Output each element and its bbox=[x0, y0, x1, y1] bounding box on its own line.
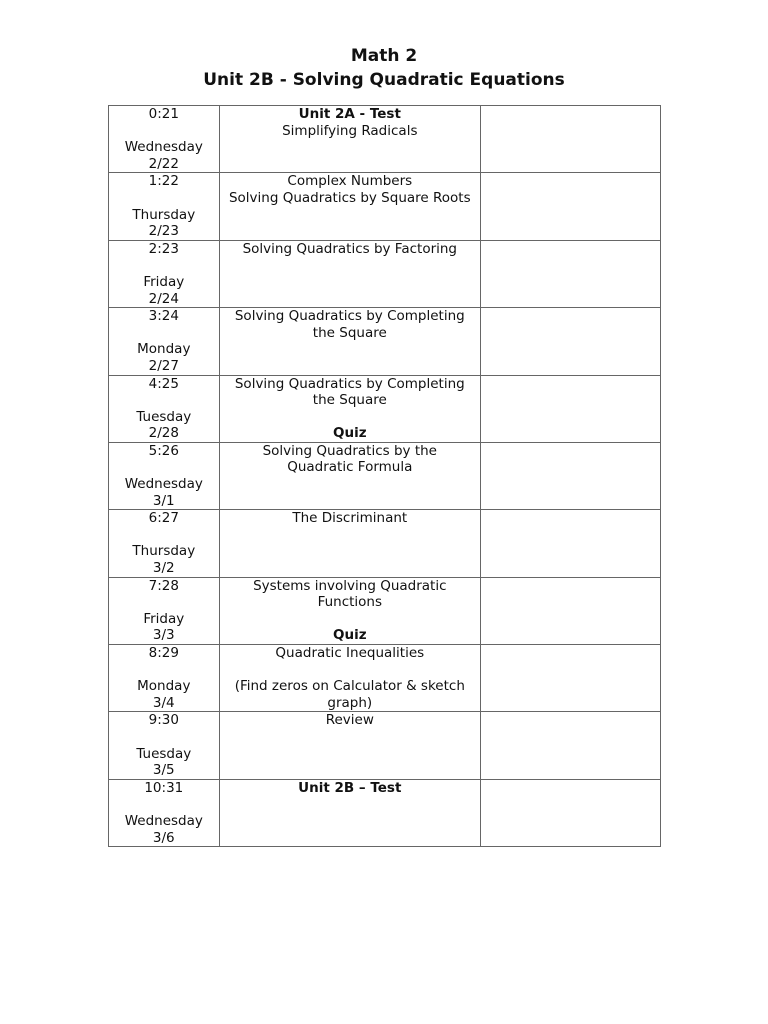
weekday: Thursday bbox=[132, 543, 196, 560]
topic-line: Solving Quadratics by Completing bbox=[234, 308, 465, 325]
weekday: Tuesday bbox=[136, 745, 192, 762]
schedule-row bbox=[109, 240, 661, 307]
date-cell bbox=[109, 240, 220, 307]
schedule-row bbox=[109, 510, 661, 577]
schedule-row bbox=[109, 712, 661, 779]
weekday: Friday bbox=[143, 273, 185, 290]
topic-line: Functions bbox=[317, 594, 383, 611]
schedule-row bbox=[109, 442, 661, 509]
schedule-row bbox=[109, 375, 661, 442]
date-cell bbox=[109, 577, 220, 644]
spacer bbox=[111, 662, 217, 679]
weekday: Wednesday bbox=[124, 812, 203, 829]
weekday: Monday bbox=[137, 678, 191, 695]
date: 2/22 bbox=[148, 155, 179, 172]
spacer bbox=[111, 392, 217, 409]
topic-cell bbox=[219, 712, 480, 779]
schedule-table bbox=[108, 105, 661, 847]
schedule-row bbox=[109, 173, 661, 240]
day-code: 4:25 bbox=[148, 375, 179, 392]
topic-cell bbox=[219, 240, 480, 307]
topic-cell bbox=[219, 577, 480, 644]
date-cell bbox=[109, 442, 220, 509]
date-cell bbox=[109, 510, 220, 577]
day-code: 10:31 bbox=[144, 779, 184, 796]
notes-cell bbox=[481, 173, 661, 240]
notes-cell bbox=[481, 240, 661, 307]
weekday: Thursday bbox=[132, 206, 196, 223]
day-code: 6:27 bbox=[148, 510, 179, 527]
notes-cell bbox=[481, 779, 661, 846]
schedule-row bbox=[109, 779, 661, 846]
topic-line-bold: Unit 2A - Test bbox=[298, 106, 401, 122]
date: 3/1 bbox=[152, 492, 175, 509]
spacer bbox=[111, 325, 217, 342]
date-cell bbox=[109, 375, 220, 442]
topic-line: Solving Quadratics by Factoring bbox=[242, 240, 458, 257]
date: 2/27 bbox=[148, 357, 179, 374]
topic-cell bbox=[219, 375, 480, 442]
date: 2/23 bbox=[148, 223, 179, 240]
notes-cell bbox=[481, 712, 661, 779]
topic-line: graph) bbox=[327, 694, 373, 711]
day-code: 2:23 bbox=[148, 240, 179, 257]
date-cell bbox=[109, 308, 220, 375]
topic-line: Solving Quadratics by Square Roots bbox=[228, 189, 471, 206]
topic-line: Simplifying Radicals bbox=[282, 122, 418, 139]
spacer bbox=[111, 459, 217, 476]
notes-cell bbox=[481, 308, 661, 375]
date: 3/2 bbox=[152, 560, 175, 577]
topic-cell bbox=[219, 106, 480, 173]
topic-line bbox=[222, 611, 478, 628]
schedule-row bbox=[109, 308, 661, 375]
schedule-row bbox=[109, 577, 661, 644]
weekday: Wednesday bbox=[124, 476, 203, 493]
course-title: Math 2 bbox=[350, 46, 418, 66]
topic-line: the Square bbox=[312, 324, 387, 341]
topic-cell bbox=[219, 645, 480, 712]
day-code: 0:21 bbox=[148, 106, 179, 122]
topic-line bbox=[222, 662, 478, 679]
notes-cell bbox=[481, 442, 661, 509]
topic-line: Solving Quadratics by Completing bbox=[234, 375, 465, 392]
date: 3/6 bbox=[152, 829, 175, 846]
topic-line: Complex Numbers bbox=[287, 173, 413, 190]
topic-line: Quadratic Formula bbox=[287, 459, 413, 476]
spacer bbox=[111, 190, 217, 207]
date-cell bbox=[109, 779, 220, 846]
date-cell bbox=[109, 173, 220, 240]
notes-cell bbox=[481, 510, 661, 577]
schedule-body bbox=[109, 106, 661, 847]
topic-line: (Find zeros on Calculator & sketch bbox=[234, 678, 465, 695]
schedule-row bbox=[109, 645, 661, 712]
weekday: Wednesday bbox=[124, 139, 203, 156]
topic-line-bold: Unit 2B – Test bbox=[298, 779, 402, 796]
spacer bbox=[111, 594, 217, 611]
topic-cell bbox=[219, 779, 480, 846]
date-cell bbox=[109, 645, 220, 712]
spacer bbox=[111, 527, 217, 544]
spacer bbox=[111, 257, 217, 274]
topic-line: the Square bbox=[312, 392, 387, 409]
topic-cell bbox=[219, 173, 480, 240]
day-code: 5:26 bbox=[148, 442, 179, 459]
topic-line: The Discriminant bbox=[292, 510, 408, 527]
date: 3/3 bbox=[152, 627, 175, 644]
spacer bbox=[111, 796, 217, 813]
day-code: 8:29 bbox=[148, 645, 179, 661]
topic-cell bbox=[219, 308, 480, 375]
topic-cell bbox=[219, 510, 480, 577]
topic-line: Quadratic Inequalities bbox=[275, 645, 425, 661]
spacer bbox=[111, 123, 217, 140]
date: 2/24 bbox=[148, 290, 179, 307]
day-code: 3:24 bbox=[148, 308, 179, 325]
day-code: 9:30 bbox=[148, 712, 179, 729]
topic-cell bbox=[219, 442, 480, 509]
notes-cell bbox=[481, 375, 661, 442]
notes-cell bbox=[481, 577, 661, 644]
topic-line: Solving Quadratics by the bbox=[262, 442, 437, 459]
weekday: Tuesday bbox=[136, 408, 192, 425]
topic-line-bold: Quiz bbox=[333, 627, 367, 644]
notes-cell bbox=[481, 645, 661, 712]
notes-cell bbox=[481, 106, 661, 173]
date: 3/5 bbox=[152, 762, 175, 779]
day-code: 7:28 bbox=[148, 577, 179, 594]
date: 3/4 bbox=[152, 694, 175, 711]
topic-line-bold: Quiz bbox=[333, 425, 367, 442]
unit-title: Unit 2B - Solving Quadratic Equations bbox=[203, 70, 565, 90]
topic-line bbox=[222, 409, 478, 426]
date: 2/28 bbox=[148, 425, 179, 442]
weekday: Friday bbox=[143, 610, 185, 627]
date-cell bbox=[109, 106, 220, 173]
spacer bbox=[111, 729, 217, 746]
day-code: 1:22 bbox=[148, 173, 179, 190]
topic-line: Systems involving Quadratic bbox=[253, 577, 447, 594]
weekday: Monday bbox=[137, 341, 191, 358]
topic-line: Review bbox=[325, 712, 374, 729]
document-title bbox=[0, 44, 768, 92]
date-cell bbox=[109, 712, 220, 779]
schedule-row bbox=[109, 106, 661, 173]
